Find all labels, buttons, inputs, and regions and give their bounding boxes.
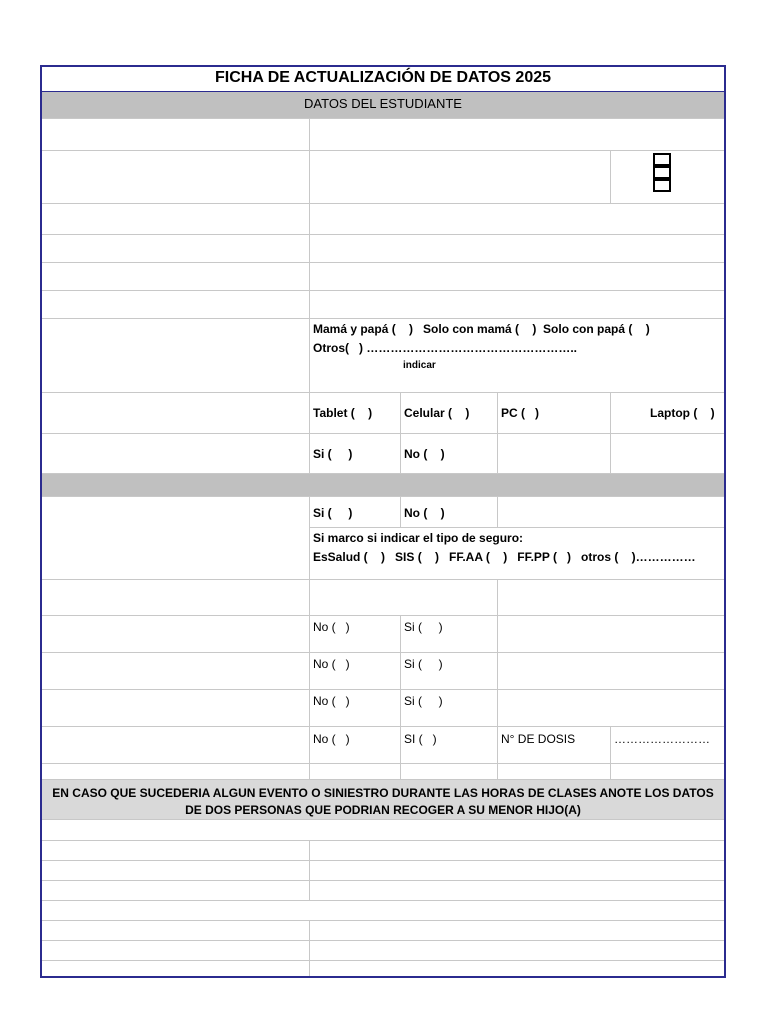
device-laptop[interactable]: Laptop ( ) [611,393,724,434]
label-cell [42,434,310,474]
data-update-form [40,65,726,978]
yesno-no[interactable]: No ( ) [310,653,401,690]
contact-full-row[interactable] [42,901,724,921]
label-cell [42,616,310,653]
contact-label [42,921,310,941]
label-cell [42,119,310,151]
contact-label [42,861,310,881]
input-cell[interactable] [310,151,611,204]
label-cell [42,151,310,204]
insurance-type-cell[interactable] [310,528,724,580]
contact-input[interactable] [310,961,724,976]
label-cell [42,690,310,727]
device-tablet[interactable]: Tablet ( ) [310,393,401,434]
insurance-type-options: EsSalud ( ) SIS ( ) FF.AA ( ) FF.PP ( ) otros ( )…………… [313,550,696,564]
label-cell [42,319,310,393]
input-cell[interactable] [498,434,611,474]
input-cell[interactable] [611,434,724,474]
contact-label [42,881,310,901]
device-pc[interactable]: PC ( ) [498,393,611,434]
input-cell[interactable] [498,580,724,616]
contact-full-row[interactable] [42,820,724,841]
contact-input[interactable] [310,841,724,861]
insurance-no[interactable]: No ( ) [401,497,498,528]
yesno-no[interactable]: No ( ) [310,616,401,653]
checkbox-option[interactable] [653,166,671,179]
insurance-type-instruction: Si marco si indicar el tipo de seguro: [313,531,524,545]
contact-label [42,961,310,976]
contact-input[interactable] [310,861,724,881]
device-celular[interactable]: Celular ( ) [401,393,498,434]
internet-no[interactable]: No ( ) [401,434,498,474]
contact-label [42,941,310,961]
section-band [42,474,724,497]
living-with-hint: indicar [403,360,436,371]
living-with-options: Mamá y papá ( ) Solo con mamá ( ) Solo con papá ( ) [313,322,650,336]
input-cell[interactable] [310,235,724,263]
living-with-other: Otros( ) …………………………………………….. [313,341,577,355]
input-cell[interactable] [310,119,724,151]
label-cell [42,653,310,690]
label-cell [42,263,310,291]
label-cell [42,393,310,434]
label-cell [42,497,310,580]
contact-input[interactable] [310,881,724,901]
label-cell [42,727,310,764]
section-student-header: DATOS DEL ESTUDIANTE [42,92,724,119]
label-cell [42,580,310,616]
spacer-cell [401,764,498,780]
input-cell[interactable] [310,291,724,319]
emergency-notice: EN CASO QUE SUCEDERIA ALGUN EVENTO O SINIESTRO DURANTE LAS HORAS DE CLASES ANOTE LOS DATOS DE DOS PERSONAS QUE PODRIAN RECOGER A SU MENOR HIJO(A) [42,780,724,820]
input-cell[interactable] [310,580,498,616]
form-title: FICHA DE ACTUALIZACIÓN DE DATOS 2025 [42,67,724,92]
label-cell [42,204,310,235]
input-cell[interactable] [498,653,724,690]
input-cell[interactable] [310,204,724,235]
insurance-si[interactable]: Si ( ) [310,497,401,528]
contact-input[interactable] [310,921,724,941]
dose-count-field[interactable]: …………………… [611,727,724,764]
label-cell [42,235,310,263]
input-cell[interactable] [498,690,724,727]
yesno-si[interactable]: Si ( ) [401,616,498,653]
yesno-si[interactable]: Si ( ) [401,690,498,727]
vaccine-si[interactable]: SI ( ) [401,727,498,764]
label-cell [42,291,310,319]
contact-input[interactable] [310,941,724,961]
vaccine-no[interactable]: No ( ) [310,727,401,764]
input-cell[interactable] [310,263,724,291]
spacer-cell [611,764,724,780]
spacer-cell [498,764,611,780]
yesno-no[interactable]: No ( ) [310,690,401,727]
checkbox-option[interactable] [653,153,671,166]
living-with-cell[interactable] [310,319,724,393]
yesno-si[interactable]: Si ( ) [401,653,498,690]
input-cell[interactable] [498,616,724,653]
spacer-cell [42,764,310,780]
contact-label [42,841,310,861]
internet-si[interactable]: Si ( ) [310,434,401,474]
spacer-cell [310,764,401,780]
dose-count-label: N° DE DOSIS [498,727,611,764]
checkbox-stack-cell [611,151,724,204]
checkbox-option[interactable] [653,179,671,192]
input-cell[interactable] [498,497,724,528]
